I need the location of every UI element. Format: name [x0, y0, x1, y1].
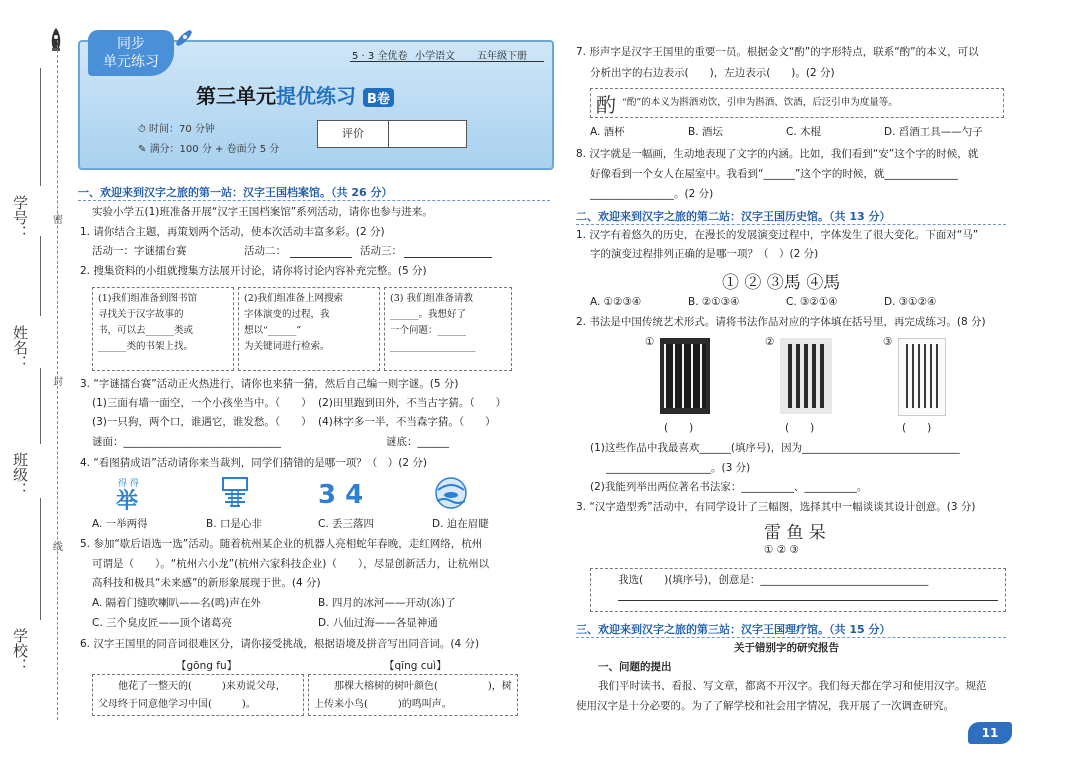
- school-label: 学校：: [11, 628, 29, 673]
- report-title: 关于错别字的研究报告: [734, 642, 839, 654]
- s2q3-answer-line[interactable]: 我选( )(填序号)，创意是：________________________________: [618, 574, 929, 586]
- q4-option-a[interactable]: A. 一举两得: [92, 518, 148, 530]
- cut-mark-mi: 密: [53, 215, 63, 226]
- q4-option-c[interactable]: C. 丢三落四: [318, 518, 375, 530]
- idiom-3-image: 3 4: [318, 480, 364, 510]
- calligraphy-2-strokes: [784, 344, 828, 408]
- q6-box-1-line-2: 父母终于同意他学习中国( )。: [98, 699, 256, 710]
- page-title: [196, 80, 394, 109]
- q6-pinyin-1: 【gōng fu】: [176, 660, 238, 672]
- q6-box-2-line-1: 那棵大榕树的树叶颜色( )，树: [334, 681, 512, 692]
- rocket-icon: [49, 28, 63, 54]
- idiom-1-small-text: 得 得: [118, 479, 139, 489]
- report-paragraph-line-1: 我们平时读书、看报、写文章，都离不开汉字。我们每天都在学习和使用汉字。规范: [598, 680, 987, 692]
- design-characters: 雷 鱼 呆: [764, 523, 826, 543]
- book-grade: 五年级下册: [477, 51, 527, 62]
- q7-option-b[interactable]: B. 酒坛: [688, 126, 723, 138]
- section-3-rule: [576, 637, 1006, 638]
- q3-riddle-4: (4)林字多一半，不当森字猜。（ ）: [318, 416, 496, 428]
- q3-riddle-2: (2)田里跑到田外，不当古字猜。（ ）: [318, 397, 507, 409]
- s2q2-part-2[interactable]: (2)我能列举出两位著名书法家：__________、__________。: [590, 481, 868, 493]
- q5-line-1: 5. 参加“歇后语选一选”活动。随着杭州某企业的机器人亮相蛇年春晚，走红网络，杭州: [80, 538, 483, 550]
- q2-box-1-text: (1)我们组准备到图书馆 寻找关于汉字故事的 书，可以去______类或 ______类的书架上找。: [98, 293, 197, 352]
- q1-text: 1. 请你结合主题，再策划两个活动，使本次活动丰富多彩。(2 分): [80, 226, 385, 238]
- q5-option-a[interactable]: A. 隔着门缝吹喇叭——名(鸣)声在外: [92, 597, 261, 609]
- calligraphy-3-number: ③: [883, 336, 893, 348]
- q6-box-1-line-1: 他花了一整天的( )来劝说父母，: [118, 681, 286, 692]
- report-subheading: 一、问题的提出: [598, 661, 672, 673]
- design-numbers: ① ② ③: [764, 544, 799, 556]
- section-3-heading: 三、欢迎来到汉字之旅的第三站：汉字王国理疗馆。（共 15 分）: [576, 623, 891, 636]
- section-1-rule: [78, 200, 550, 201]
- jinwen-zhuo-glyph: 酌: [596, 93, 616, 117]
- book-series: 5 · 3 全优卷: [352, 51, 408, 62]
- q5-line-3: 高科技和极具“未来感”的新形象展现于世。(4 分): [92, 577, 321, 589]
- q3-riddle-1: (1)三面有墙一面空，一个小孩坐当中。（ ）: [92, 397, 312, 409]
- q3-riddle-face[interactable]: 谜面：______________________________: [92, 436, 281, 448]
- page-number: 11: [968, 722, 1012, 744]
- section-2-heading: 二、欢迎来到汉字之旅的第二站：汉字王国历史馆。（共 13 分）: [576, 210, 891, 223]
- s2q1-option-a[interactable]: A. ①②③④: [590, 296, 642, 308]
- q8-line-3[interactable]: ________________。(2 分): [590, 188, 714, 200]
- q2-box-2-text: (2)我们组准备上网搜索 字体演变的过程，我 想以“______” 为关键词进行检索。: [244, 293, 343, 352]
- cut-mark-xian: 线: [53, 542, 63, 553]
- student-id-line: [40, 68, 41, 186]
- q4-option-d[interactable]: D. 迫在眉睫: [432, 518, 489, 530]
- q7-line-2: 分析出字的右边表示( )，左边表示( )。(2 分): [590, 67, 835, 79]
- q8-line-1: 8. 汉字就是一幅画，生动地表现了文字的内涵。比如，我们看到“安”这个字的时候，就: [576, 148, 979, 160]
- q7-option-c[interactable]: C. 木棍: [786, 126, 822, 138]
- q2-text: 2. 搜集资料的小组就搜集方法展开讨论，请你将讨论内容补充完整。(5 分): [80, 265, 427, 277]
- q6-pinyin-2: 【qīng cuì】: [384, 660, 447, 672]
- calligraphy-1-strokes: [664, 344, 706, 408]
- full-score: ✎ 满分：100 分 + 卷面分 5 分: [138, 144, 280, 155]
- book-subject: 小学语文: [415, 51, 455, 62]
- s2q1-option-b[interactable]: B. ②①③④: [688, 296, 740, 308]
- rocket-decor-icon: [170, 28, 194, 52]
- q1-activity-3: 活动三：: [360, 245, 402, 257]
- section-1-intro: 实验小学五(1)班准备开展“汉字王国档案馆”系列活动，请你也参与进来。: [92, 206, 433, 218]
- calligraphy-2-number: ②: [765, 336, 775, 348]
- calligraphy-2-blank[interactable]: ( ): [785, 422, 815, 434]
- idiom-2-image: [220, 476, 250, 510]
- unit-badge: [88, 30, 174, 76]
- q4-option-b[interactable]: B. 口是心非: [206, 518, 262, 530]
- q5-option-b[interactable]: B. 四月的冰河——开动(冻)了: [318, 597, 456, 609]
- calligraphy-1-number: ①: [645, 336, 655, 348]
- q7-line-1: 7. 形声字是汉字王国里的重要一员。根据金文“酌”的字形特点，联系“酌”的本义，可以: [576, 46, 979, 58]
- q1-blank-3[interactable]: [404, 257, 492, 258]
- q6-box-2-line-2: 上传来小鸟( )的鸣叫声。: [314, 699, 452, 710]
- q2-box-3-text: (3) 我们组准备请教 ______。我想好了 一个问题：______ __________________: [390, 293, 476, 352]
- title-part-b: 提优练习: [276, 84, 356, 108]
- s2q1-line-1: 1. 汉字有着悠久的历史，在漫长的发展演变过程中，字体发生了很大变化。下面对“马”: [576, 229, 979, 241]
- q5-line-2: 可谓是（ ）。“杭州六小龙”(杭州六家科技企业)（ ），尽显创新活力，让杭州以: [92, 558, 490, 570]
- q1-activity-1: 活动一：字谜擂台赛: [92, 245, 187, 257]
- section-2-rule: [576, 224, 1006, 225]
- name-line: [40, 236, 41, 316]
- q3-riddle-answer[interactable]: 谜底：______: [386, 436, 449, 448]
- q6-text: 6. 汉字王国里的同音词很难区分，请你接受挑战，根据语境及拼音写出同音词。(4 分): [80, 638, 480, 650]
- horse-evolution-glyphs: ① ② ③馬 ④馬: [722, 273, 841, 293]
- s2q1-option-d[interactable]: D. ③①②④: [884, 296, 937, 308]
- badge-line-1: 同步: [117, 36, 145, 52]
- title-tag: B卷: [363, 88, 394, 107]
- q7-note-text: “酌”的本义为斟酒劝饮，引申为斟酒、饮酒，后泛引申为度量等。: [622, 97, 898, 108]
- q7-option-d[interactable]: D. 舀酒工具——勺子: [884, 126, 983, 138]
- badge-line-2: 单元练习: [103, 54, 159, 70]
- q4-text: 4. “看图猜成语”活动请你来当裁判，同学们猜错的是哪一项？（ ）(2 分): [80, 457, 427, 469]
- s2q3-answer-line-2[interactable]: [618, 600, 998, 601]
- school-line: [40, 498, 41, 620]
- q5-option-d[interactable]: D. 八仙过海——各显神通: [318, 617, 438, 629]
- s2q2-part-1-line-2[interactable]: ____________________。(3 分): [606, 462, 751, 474]
- q3-riddle-3: (3)一只狗，两个口，谁遇它，谁发愁。（ ）: [92, 416, 312, 428]
- report-paragraph-line-2: 使用汉字是十分必要的。为了了解学校和社会用字情况，我开展了一次调查研究。: [576, 700, 954, 712]
- q8-line-2[interactable]: 好像看到一个女人在屋室中。我看到“______”这个字的时候，就______________: [590, 168, 958, 180]
- q1-activity-2: 活动二：: [244, 245, 286, 257]
- section-1-heading: 一、欢迎来到汉字之旅的第一站：汉字王国档案馆。（共 26 分）: [78, 186, 393, 199]
- cut-mark-feng: 封: [53, 377, 63, 388]
- s2q2-part-1-line-1[interactable]: (1)这些作品中我最喜欢______(填序号)，因为______________________________: [590, 442, 960, 454]
- q7-option-a[interactable]: A. 酒杯: [590, 126, 625, 138]
- evaluation-label: 评价: [318, 121, 389, 147]
- idiom-1-image: 举: [116, 489, 139, 514]
- time-limit: ⏱ 时间：70 分钟: [138, 124, 215, 135]
- calligraphy-3-strokes: [902, 344, 940, 408]
- evaluation-box[interactable]: [317, 120, 467, 148]
- s2q2-text: 2. 书法是中国传统艺术形式。请将书法作品对应的字体填在括号里，再完成练习。(8 分): [576, 316, 986, 328]
- s2q3-text: 3. “汉字造型秀”活动中，有同学设计了三幅图，选择其中一幅谈谈其设计创意。(3 分): [576, 501, 976, 513]
- s2q1-option-c[interactable]: C. ③②①④: [786, 296, 838, 308]
- idiom-4-image: [432, 476, 470, 510]
- q5-option-c[interactable]: C. 三个臭皮匠——顶个诸葛亮: [92, 617, 233, 629]
- student-id-label: 学号：: [11, 195, 29, 240]
- name-label: 姓名：: [11, 325, 29, 370]
- header-rule: [350, 61, 544, 62]
- q3-text: 3. “字谜擂台赛”活动正火热进行，请你也来猜一猜，然后自己编一则字谜。(5 分): [80, 378, 459, 390]
- calligraphy-3-blank[interactable]: ( ): [902, 422, 932, 434]
- class-label: 班级：: [11, 452, 29, 497]
- q1-blank-2[interactable]: [290, 257, 352, 258]
- s2q1-line-2: 字的演变过程排列正确的是哪一项？（ ）(2 分): [590, 248, 819, 260]
- title-part-a: 第三单元: [196, 84, 276, 108]
- calligraphy-1-blank[interactable]: ( ): [664, 422, 694, 434]
- class-line: [40, 368, 41, 444]
